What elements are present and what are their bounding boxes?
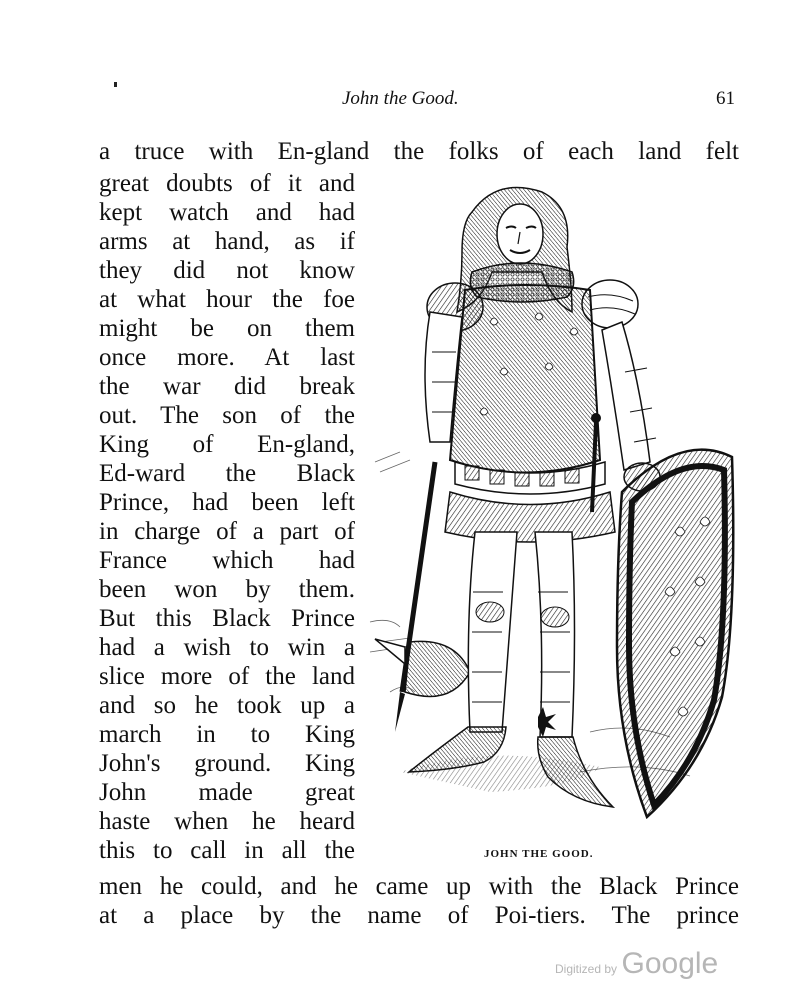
text-line: John's ground. King: [99, 750, 355, 777]
text-line: they did not know: [99, 257, 355, 284]
text-line: at a place by the name of Poi-tiers. The prince: [99, 902, 739, 929]
text-line: once more. At last: [99, 344, 355, 371]
text-line: King of En-gland,: [99, 431, 355, 458]
text-line: men he could, and he came up with the Black Prince: [99, 873, 739, 900]
running-title: John the Good.: [342, 88, 459, 109]
watermark-brand: Google: [621, 947, 719, 980]
text-line: a truce with En-gland the folks of each land felt: [99, 138, 739, 165]
text-line: at what hour the foe: [99, 286, 355, 313]
stray-mark: [114, 82, 117, 87]
text-line: the war did break: [99, 373, 355, 400]
text-line: march in to King: [99, 721, 355, 748]
running-head: [0, 88, 805, 112]
watermark-prefix: Digitized by: [555, 962, 618, 976]
text-line: France which had: [99, 547, 355, 574]
figure-caption: JOHN THE GOOD.: [484, 848, 594, 860]
page-number: 61: [716, 88, 735, 109]
text-line: this to call in all the: [99, 837, 355, 864]
text-line: great doubts of it and: [99, 170, 355, 197]
text-line: kept watch and had: [99, 199, 355, 226]
text-line: been won by them.: [99, 576, 355, 603]
text-line: arms at hand, as if: [99, 228, 355, 255]
text-line: in charge of a part of: [99, 518, 355, 545]
text-line: out. The son of the: [99, 402, 355, 429]
text-line: might be on them: [99, 315, 355, 342]
text-line: John made great: [99, 779, 355, 806]
text-line: Ed-ward the Black: [99, 460, 355, 487]
knight-illustration: [360, 172, 750, 842]
text-line: slice more of the land: [99, 663, 355, 690]
text-line: Prince, had been left: [99, 489, 355, 516]
text-line: But this Black Prince: [99, 605, 355, 632]
digitized-watermark: [555, 947, 718, 981]
text-line: and so he took up a: [99, 692, 355, 719]
text-line: had a wish to win a: [99, 634, 355, 661]
text-line: haste when he heard: [99, 808, 355, 835]
